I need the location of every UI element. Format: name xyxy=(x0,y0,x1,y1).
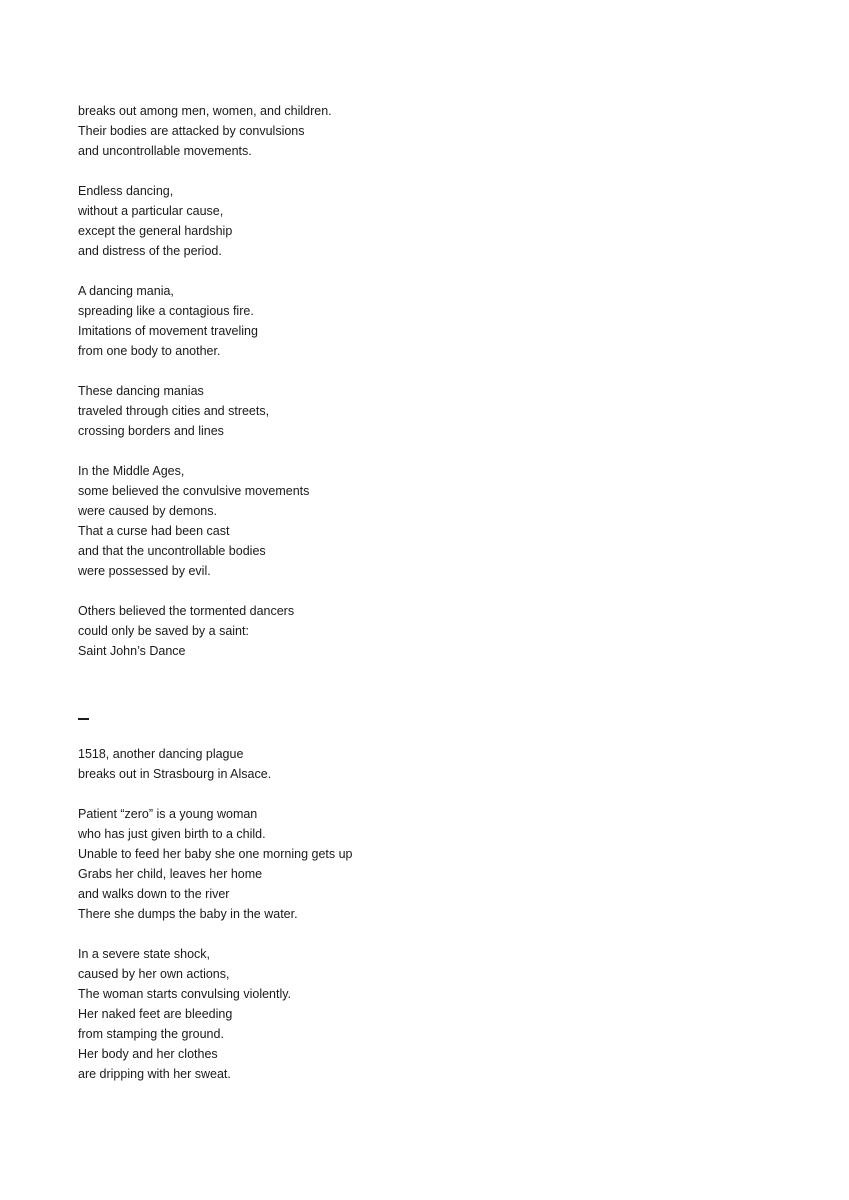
poem-line: The woman starts convulsing violently. xyxy=(78,987,292,1001)
poem-line: Unable to feed her baby she one morning gets up xyxy=(78,847,353,861)
poem-line: without a particular cause, xyxy=(78,204,224,218)
stanza xyxy=(78,804,678,924)
poem-line: and distress of the period. xyxy=(78,244,222,258)
poem-line: were caused by demons. xyxy=(78,504,217,518)
poem-line: except the general hardship xyxy=(78,224,233,238)
poem-line: from one body to another. xyxy=(78,344,221,358)
poem-line: spreading like a contagious fire. xyxy=(78,304,254,318)
poem-line: Others believed the tormented dancers xyxy=(78,604,295,618)
poem-line: and uncontrollable movements. xyxy=(78,144,252,158)
poem-line: 1518, another dancing plague xyxy=(78,747,244,761)
poem-line: There she dumps the baby in the water. xyxy=(78,907,298,921)
poem-line: In the Middle Ages, xyxy=(78,464,185,478)
poem-line: are dripping with her sweat. xyxy=(78,1067,231,1081)
poem-line: These dancing manias xyxy=(78,384,204,398)
stanza xyxy=(78,101,678,161)
poem-line: Their bodies are attacked by convulsions xyxy=(78,124,305,138)
poem-line: were possessed by evil. xyxy=(78,564,211,578)
poem-line: In a severe state shock, xyxy=(78,947,211,961)
stanza xyxy=(78,944,678,1084)
poem-line: Patient “zero” is a young woman xyxy=(78,807,258,821)
poem-line: Her body and her clothes xyxy=(78,1047,218,1061)
poem-line: Grabs her child, leaves her home xyxy=(78,867,263,881)
poem-line: Imitations of movement traveling xyxy=(78,324,258,338)
section-divider xyxy=(78,718,89,720)
poem-section-2 xyxy=(78,744,678,1084)
poem-line: some believed the convulsive movements xyxy=(78,484,310,498)
poem-line: traveled through cities and streets, xyxy=(78,404,270,418)
poem-line: Saint John’s Dance xyxy=(78,644,186,658)
poem-line: breaks out in Strasbourg in Alsace. xyxy=(78,767,272,781)
poem-line: from stamping the ground. xyxy=(78,1027,224,1041)
poem-line: That a curse had been cast xyxy=(78,524,230,538)
poem-line: and walks down to the river xyxy=(78,887,230,901)
poem-section-1 xyxy=(78,101,678,661)
poem-line: and that the uncontrollable bodies xyxy=(78,544,266,558)
stanza xyxy=(78,381,678,441)
poem-line: Her naked feet are bleeding xyxy=(78,1007,233,1021)
poem-line: could only be saved by a saint: xyxy=(78,624,249,638)
stanza xyxy=(78,601,678,661)
poem-line: Endless dancing, xyxy=(78,184,174,198)
poem-line: crossing borders and lines xyxy=(78,424,224,438)
stanza xyxy=(78,461,678,581)
poem-line: who has just given birth to a child. xyxy=(78,827,266,841)
stanza xyxy=(78,181,678,261)
poem-line: A dancing mania, xyxy=(78,284,174,298)
poem-line: breaks out among men, women, and children. xyxy=(78,104,332,118)
stanza xyxy=(78,744,678,784)
poem-line: caused by her own actions, xyxy=(78,967,230,981)
stanza xyxy=(78,281,678,361)
